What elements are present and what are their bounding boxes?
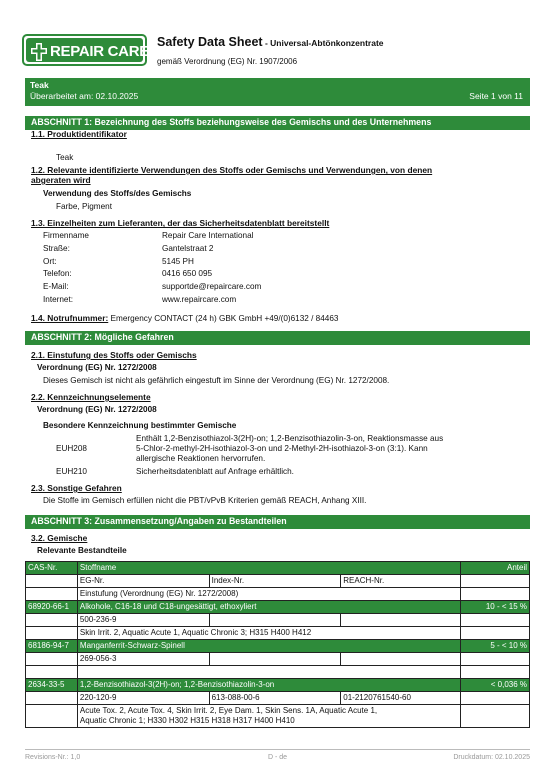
- regulation-line: gemäß Verordnung (EG) Nr. 1907/2006: [157, 57, 298, 66]
- footer-divider: [25, 749, 530, 750]
- reach-number: [341, 614, 461, 627]
- heading-2-2: 2.2. Kennzeichnungselemente: [31, 392, 151, 402]
- heading-3-2: 3.2. Gemische: [31, 533, 88, 543]
- brand-name: REPAIR CARE: [50, 43, 149, 60]
- cas-number: 2634-33-5: [26, 679, 78, 692]
- cross-icon: [30, 42, 48, 62]
- product-name: Teak: [30, 80, 49, 90]
- column-header-clp: Einstufung (Verordnung (EG) Nr. 1272/2008): [77, 588, 460, 601]
- print-date: Druckdatum: 02.10.2025: [453, 754, 530, 761]
- relevant-components-heading: Relevante Bestandteile: [37, 546, 127, 555]
- column-header-index: Index-Nr.: [209, 575, 341, 588]
- section-3-header: ABSCHNITT 3: Zusammensetzung/Angaben zu Bestandteilen: [25, 515, 530, 529]
- column-header-cas: CAS-Nr.: [26, 562, 78, 575]
- heading-1-1: 1.1. Produktidentifikator: [31, 129, 127, 139]
- supplier-label: Firmenname: [43, 231, 89, 240]
- section-2-header: ABSCHNITT 2: Mögliche Gefahren: [25, 331, 530, 345]
- ec-number: 500-236-9: [77, 614, 209, 627]
- component-clp-row: [26, 705, 530, 728]
- euh210-code: EUH210: [56, 467, 87, 476]
- euh208-code: EUH208: [56, 444, 87, 453]
- substance-name: 1,2-Benzisothiazol-3(2H)-on; 1,2-Benzisothiazolin-3-on: [77, 679, 460, 692]
- index-number: [209, 614, 341, 627]
- product-band: [25, 78, 530, 106]
- classification-text: Dieses Gemisch ist nicht als gefährlich eingestuft im Sinne der Verordnung (EG) Nr. 1272/2008.: [43, 376, 390, 385]
- components-table: [25, 561, 530, 728]
- heading-1-3: 1.3. Einzelheiten zum Lieferanten, der das Sicherheitsdatenblatt bereitstellt: [31, 218, 330, 228]
- column-header-share: Anteil: [461, 562, 530, 575]
- supplier-label: Straße:: [43, 244, 70, 253]
- share: 5 - < 10 %: [461, 640, 530, 653]
- cas-number: 68186-94-7: [26, 640, 78, 653]
- table-header-row: [26, 562, 530, 575]
- index-number: 613-088-00-6: [209, 692, 341, 705]
- index-number: [209, 653, 341, 666]
- document-title: Safety Data Sheet - Universal-Abtönkonzentrate: [157, 35, 384, 49]
- product-identifier: Teak: [56, 153, 74, 162]
- emergency-line: 1.4. Notrufnummer: Emergency CONTACT (24 h) GBK GmbH +49/(0)6132 / 84463: [31, 313, 339, 323]
- substance-name: Alkohole, C16-18 und C18-ungesättigt, ethoxyliert: [77, 601, 460, 614]
- column-header-reach: REACH-Nr.: [341, 575, 461, 588]
- ec-number: 220-120-9: [77, 692, 209, 705]
- page-indicator: Seite 1 von 11: [469, 91, 523, 101]
- clp-classification: Acute Tox. 2, Acute Tox. 4, Skin Irrit. 2, Eye Dam. 1, Skin Sens. 1A, Aquatic Acute 1, Aquatic Chronic 1; H330 H302 H315 H318 H317 H400 H410: [77, 705, 460, 728]
- supplier-label: Ort:: [43, 257, 57, 266]
- heading-2-3: 2.3. Sonstige Gefahren: [31, 483, 122, 493]
- other-hazards-text: Die Stoffe im Gemisch erfüllen nicht die PBT/vPvB Kriterien gemäß REACH, Anhang XIII.: [43, 496, 367, 505]
- euh210-text: Sicherheitsdatenblatt auf Anfrage erhältlich.: [136, 467, 294, 476]
- component-ids-row: [26, 692, 530, 705]
- substance-name: Manganferrit-Schwarz-Spinell: [77, 640, 460, 653]
- table-subheader-row: [26, 575, 530, 588]
- heading-2-1: 2.1. Einstufung des Stoffs oder Gemischs: [31, 350, 197, 360]
- revision-number: Revisions-Nr.: 1,0: [25, 754, 81, 761]
- section-1-header: ABSCHNITT 1: Bezeichnung des Stoffs beziehungsweise des Gemischs und des Unternehmens: [25, 116, 530, 130]
- clp-classification: Skin Irrit. 2, Aquatic Acute 1, Aquatic Chronic 3; H315 H400 H412: [77, 627, 460, 640]
- supplier-label: E-Mail:: [43, 282, 69, 291]
- reach-number: [341, 653, 461, 666]
- supplier-label: Internet:: [43, 295, 74, 304]
- regulation-ref: Verordnung (EG) Nr. 1272/2008: [37, 363, 157, 372]
- regulation-ref: Verordnung (EG) Nr. 1272/2008: [37, 405, 157, 414]
- share: 10 - < 15 %: [461, 601, 530, 614]
- column-header-name: Stoffname: [77, 562, 460, 575]
- supplier-value: Gantelstraat 2: [162, 244, 214, 253]
- component-row: [26, 679, 530, 692]
- share: < 0,036 %: [461, 679, 530, 692]
- supplier-label: Telefon:: [43, 269, 72, 278]
- special-labelling-heading: Besondere Kennzeichnung bestimmter Gemische: [43, 421, 237, 430]
- revised-date: Überarbeitet am: 02.10.2025: [30, 91, 139, 101]
- heading-1-2: 1.2. Relevante identifizierte Verwendungen des Stoffs oder Gemischs und Verwendungen, von denen abgeraten wird: [31, 165, 433, 185]
- supplier-value: Repair Care International: [162, 231, 254, 240]
- use-label: Verwendung des Stoffs/des Gemischs: [43, 189, 192, 198]
- supplier-email[interactable]: supportde@repaircare.com: [162, 282, 262, 291]
- table-subheader-row: [26, 588, 530, 601]
- reach-number: 01-2120761540-60: [341, 692, 461, 705]
- supplier-website[interactable]: www.repaircare.com: [162, 295, 237, 304]
- column-header-ec: EG-Nr.: [77, 575, 209, 588]
- ec-number: 269-056-3: [77, 653, 209, 666]
- cas-number: 68920-66-1: [26, 601, 78, 614]
- repair-care-logo: [22, 34, 147, 66]
- supplier-value: 0416 650 095: [162, 269, 213, 278]
- component-ids-row: [26, 614, 530, 627]
- supplier-value: 5145 PH: [162, 257, 194, 266]
- component-row: [26, 640, 530, 653]
- component-ids-row: [26, 653, 530, 666]
- euh208-text: Enthält 1,2-Benzisothiazol-3(2H)-on; 1,2-Benzisothiazolin-3-on, Reaktionsmasse aus 5-Chlor-2-methyl-2H-isothiazol-3-on und 2-Methyl-2H-isothiazol-3-on (3:1). Kann allergische Reaktionen hervorrufen.: [136, 434, 444, 463]
- use-value: Farbe, Pigment: [56, 202, 112, 211]
- clp-classification: [77, 666, 460, 679]
- component-row: [26, 601, 530, 614]
- language-code: D - de: [268, 754, 288, 761]
- component-clp-row: [26, 627, 530, 640]
- component-clp-row: [26, 666, 530, 679]
